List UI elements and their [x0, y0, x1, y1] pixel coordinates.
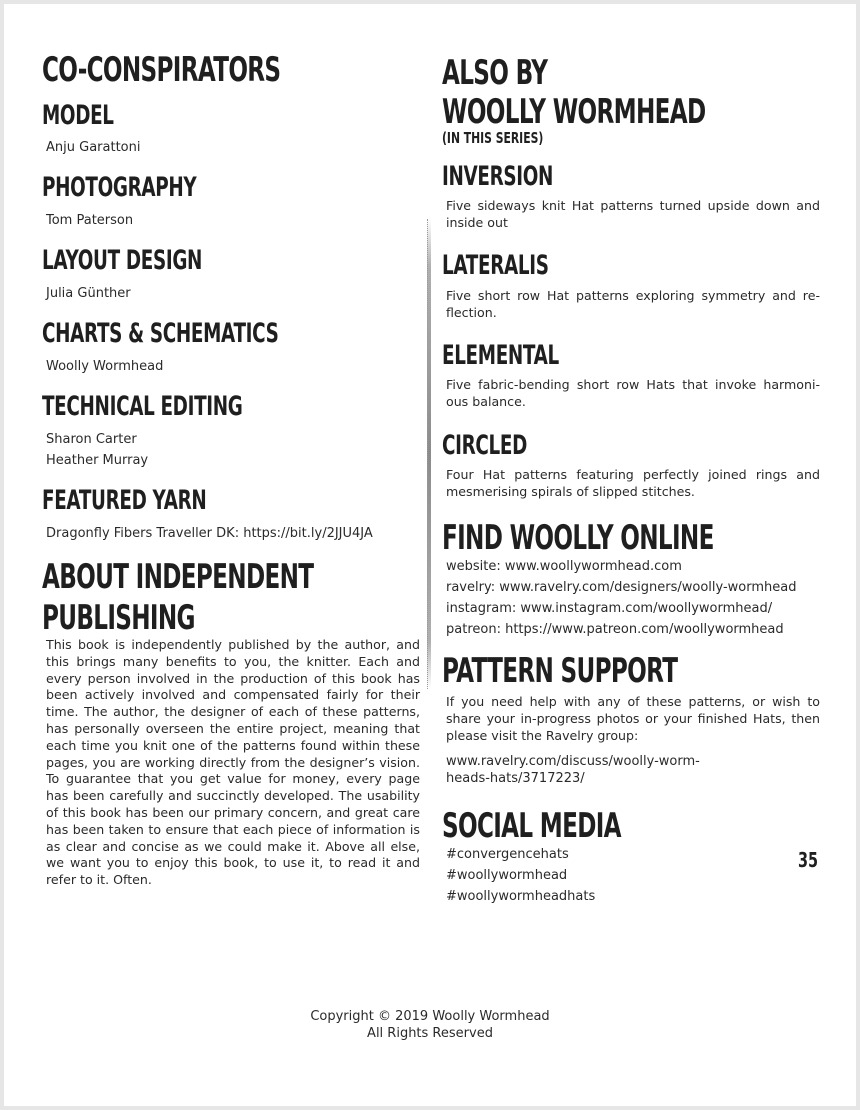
about-paragraph: This book is independently published by the author, and this brings many benefits to you, the knitter. Each and every person involved in the production of this book has been actively involved and compensated fairly for their time. The author, the designer of each of these patterns, has personally overseen the entire project, meaning that each time you knit one of the patterns found within these pages, you are working directly from the designer’s vision. To guarantee that you get value for money, every page has been carefully and succinctly developed. The usability of this book has been our primary concern, and great care has been taken to ensure that each piece of information is as clear and concise as we could make it. Above all else, we want you to enjoy this book, to use it, to read it and refer to it. Often.	[46, 637, 420, 888]
editor-name: Heather Murray	[46, 453, 149, 468]
technical-editing-heading: TECHNICAL EDITING	[42, 391, 243, 422]
ravelry-group-link-line2[interactable]: heads-hats/3717223/	[446, 771, 585, 786]
photography-name: Tom Paterson	[46, 213, 134, 228]
book-description: Five short row Hat patterns exploring symmetry and re-flection.	[446, 288, 820, 320]
featured-yarn-heading: FEATURED YARN	[42, 485, 207, 516]
page-number: 35	[798, 848, 819, 872]
about-heading-line1: ABOUT INDEPENDENT	[42, 557, 314, 597]
social-media-heading: SOCIAL MEDIA	[442, 806, 621, 846]
photography-heading: PHOTOGRAPHY	[42, 172, 197, 203]
also-by-heading-line2: WOOLLY WORMHEAD	[442, 92, 706, 132]
co-conspirators-heading: CO-CONSPIRATORS	[42, 50, 281, 90]
editor-name: Sharon Carter	[46, 432, 137, 447]
book-title: LATERALIS	[442, 250, 549, 281]
featured-yarn-text: Dragonfly Fibers Traveller DK: https://bit.ly/2JJU4JA	[46, 526, 373, 541]
book-title: INVERSION	[442, 161, 554, 192]
layout-design-heading: LAYOUT DESIGN	[42, 245, 203, 276]
book-description: Five sideways knit Hat patterns turned upside down and inside out	[446, 198, 820, 230]
ravelry-link[interactable]: ravelry: www.ravelry.com/designers/woolly-wormhead	[446, 580, 797, 595]
hashtag: #woollywormheadhats	[446, 889, 596, 904]
book-title: ELEMENTAL	[442, 340, 559, 371]
pattern-support-heading: PATTERN SUPPORT	[442, 651, 678, 691]
book-title: CIRCLED	[442, 430, 528, 461]
hashtag: #convergencehats	[446, 847, 569, 862]
series-note: (IN THIS SERIES)	[442, 129, 544, 147]
document-page	[4, 4, 856, 1106]
book-description: Four Hat patterns featuring perfectly joined rings and mesmerising spirals of slipped stitches.	[446, 467, 820, 499]
layout-design-name: Julia Günther	[46, 286, 131, 301]
rights-text: All Rights Reserved	[367, 1026, 493, 1041]
about-heading-line2: PUBLISHING	[42, 598, 195, 638]
find-woolly-online-heading: FIND WOOLLY ONLINE	[442, 518, 714, 558]
instagram-link[interactable]: instagram: www.instagram.com/woollywormhead/	[446, 601, 773, 616]
model-heading: MODEL	[42, 100, 114, 131]
pattern-support-text: If you need help with any of these patterns, or wish to share your in-progress photos or your finished Hats, then please visit the Ravelry group:	[446, 694, 820, 743]
column-divider	[427, 219, 431, 689]
model-name: Anju Garattoni	[46, 140, 141, 155]
hashtag: #woollywormhead	[446, 868, 568, 883]
charts-heading: CHARTS & SCHEMATICS	[42, 318, 279, 349]
book-description: Five fabric-bending short row Hats that invoke harmoni-ous balance.	[446, 377, 820, 409]
ravelry-group-link-line1[interactable]: www.ravelry.com/discuss/woolly-worm-	[446, 754, 700, 769]
patreon-link[interactable]: patreon: https://www.patreon.com/woollywormhead	[446, 622, 784, 637]
charts-name: Woolly Wormhead	[46, 359, 164, 374]
also-by-heading-line1: ALSO BY	[442, 53, 548, 93]
website-link[interactable]: website: www.woollywormhead.com	[446, 559, 682, 574]
copyright-text: Copyright © 2019 Woolly Wormhead	[310, 1009, 550, 1024]
